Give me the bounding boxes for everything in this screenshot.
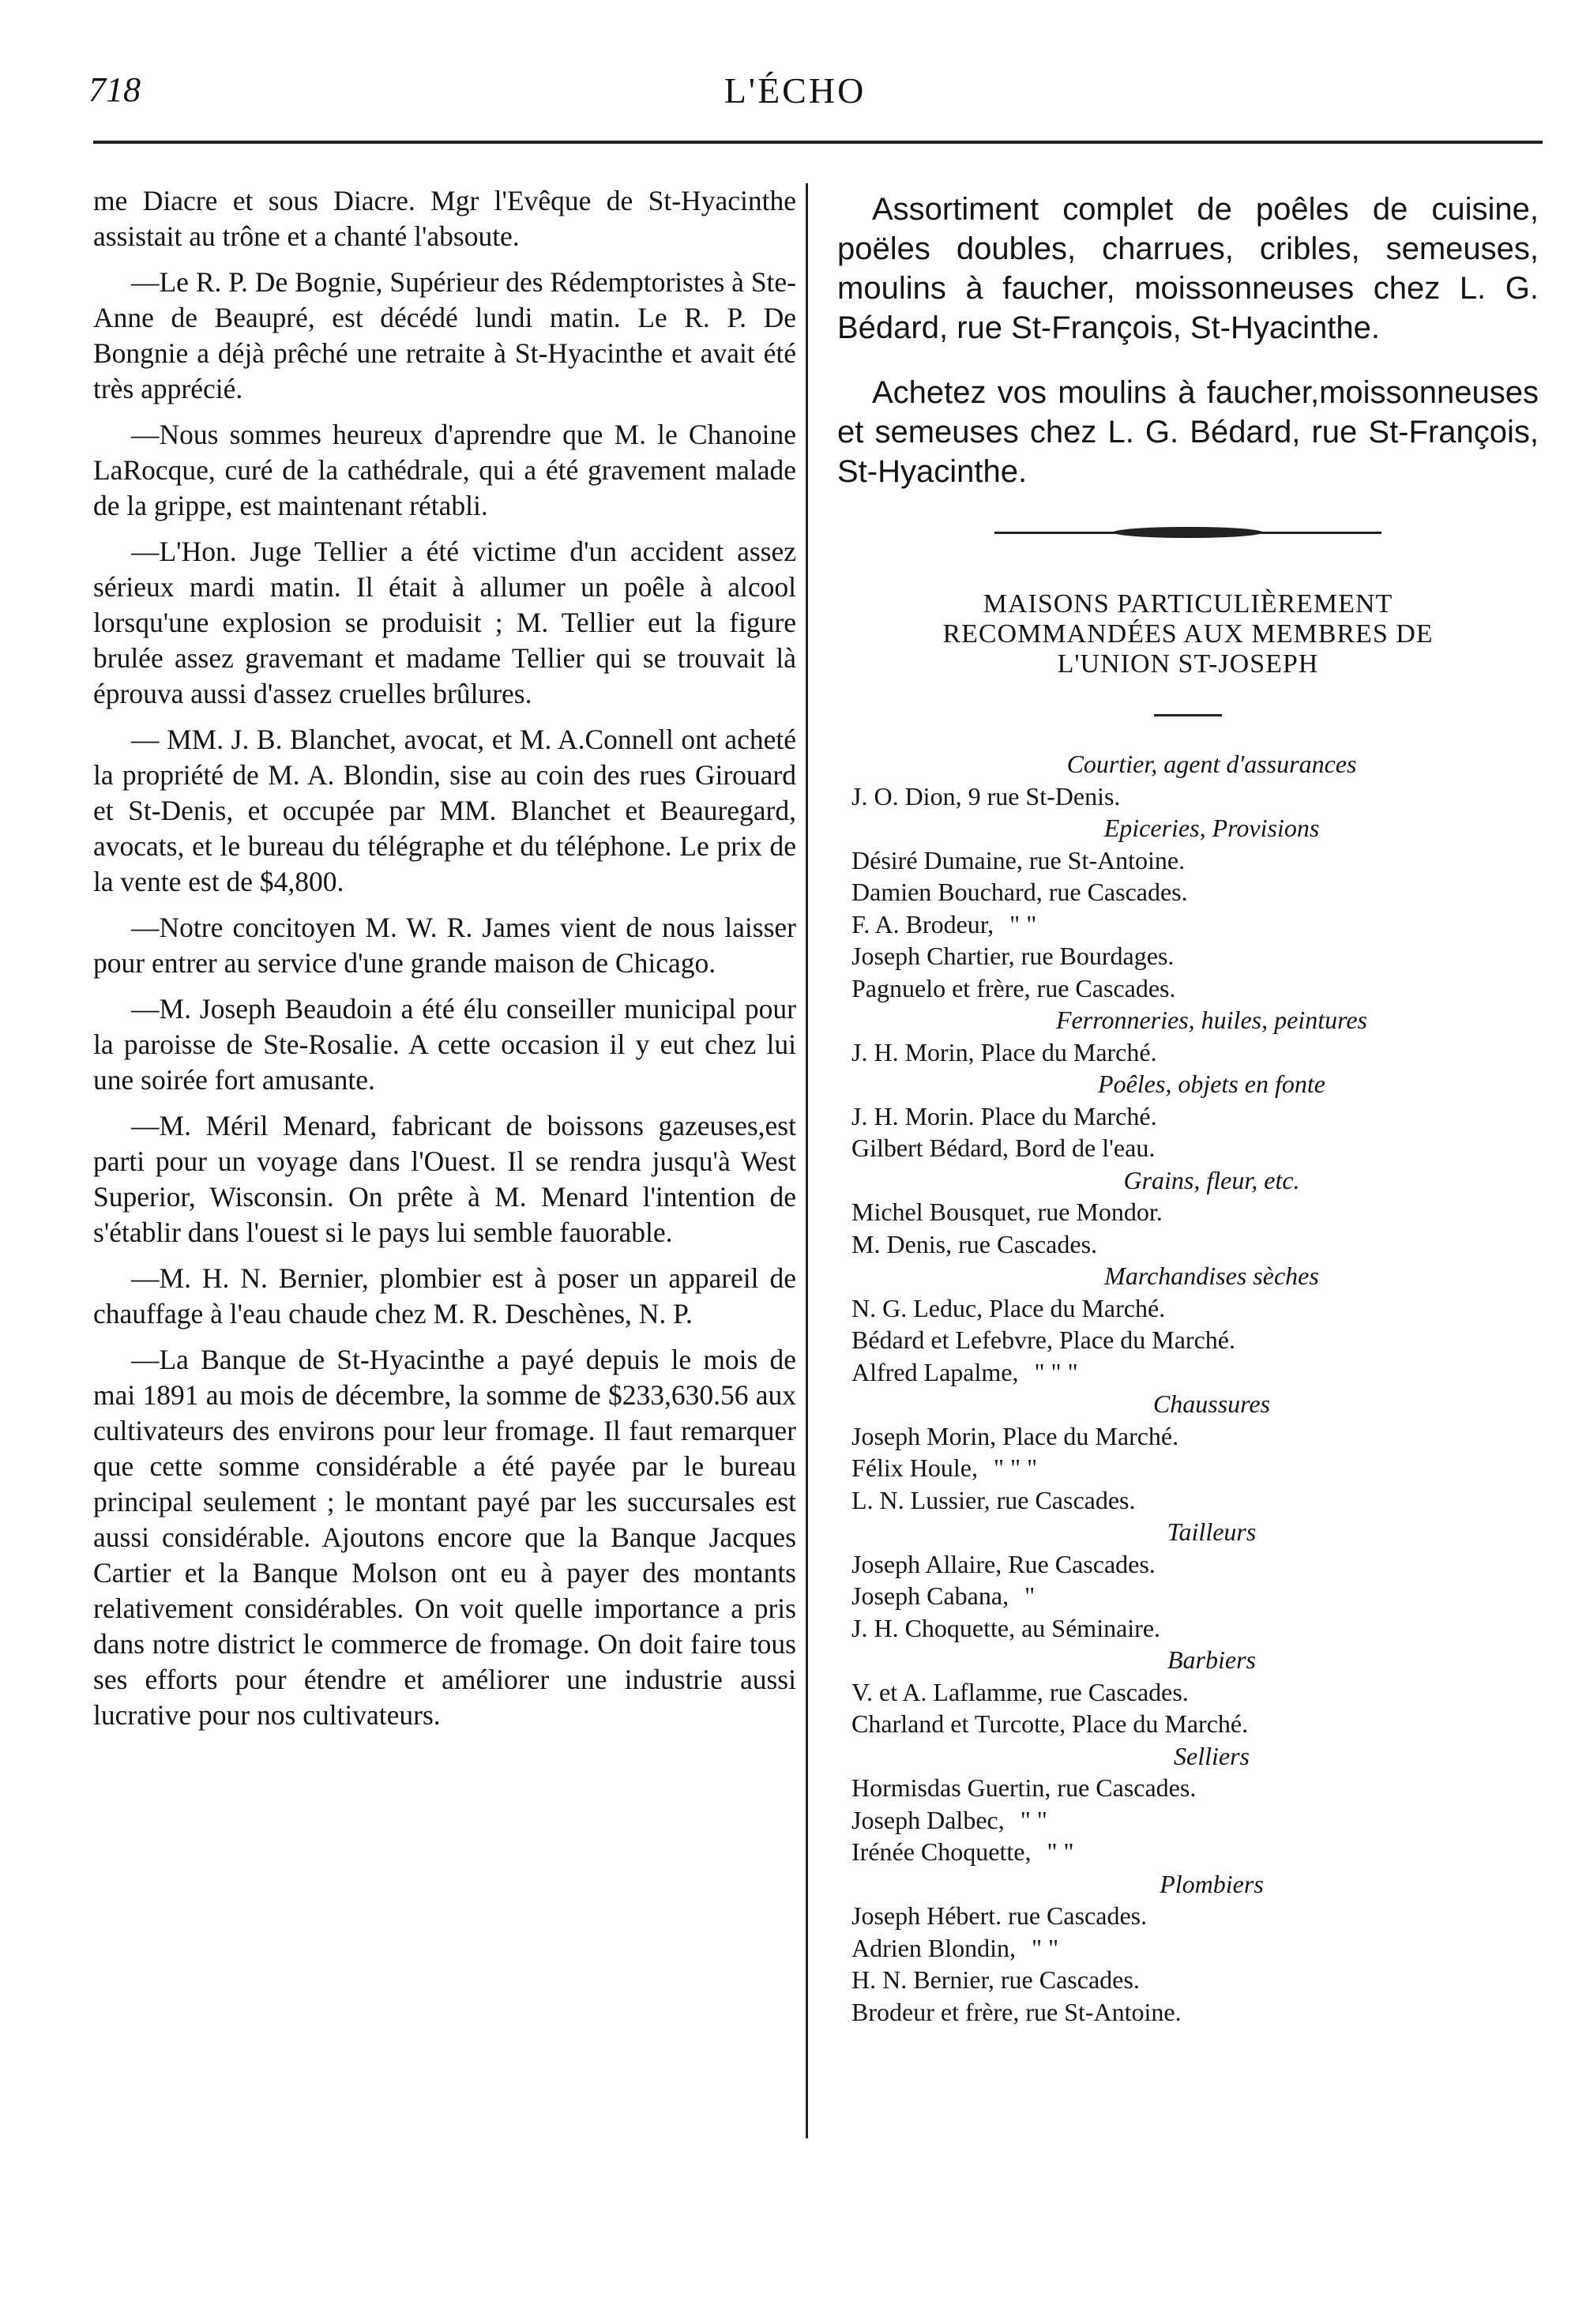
right-column xyxy=(837,190,1539,2028)
column-divider xyxy=(806,183,808,2138)
heading-line: RECOMMANDÉES AUX MEMBRES DE xyxy=(942,619,1434,649)
entry-name: Michel Bousquet, rue Mondor. xyxy=(851,1198,1163,1226)
directory-entry xyxy=(837,1036,1539,1069)
news-item: — MM. J. B. Blanchet, avocat, et M. A.Connell ont acheté la propriété de M. A. Blondin, sise au coin des rues Girouard et St-Denis, et occupée par MM. Blanchet et Beauregard, avocats, et le bureau du télégraphe et du téléphone. Le prix de la vente est de $4,800. xyxy=(93,724,796,897)
directory-entry xyxy=(837,1356,1539,1389)
entry-name: V. et A. Laflamme, rue Cascades. xyxy=(851,1677,1189,1706)
header-rule xyxy=(93,141,1543,144)
entry-name: Joseph Dalbec, xyxy=(851,1805,1005,1834)
entry-name: Adrien Blondin, xyxy=(851,1933,1016,1962)
directory-entry xyxy=(837,1324,1539,1356)
entry-name: J. H. Morin, Place du Marché. xyxy=(851,1037,1157,1066)
left-column xyxy=(93,183,796,1743)
entry-name: Joseph Allaire, Rue Cascades. xyxy=(851,1549,1156,1578)
ditto-marks: " " xyxy=(1009,909,1037,938)
entry-name: Félix Houle, xyxy=(851,1453,978,1482)
directory-entry xyxy=(837,1292,1539,1325)
directory-entry xyxy=(837,1548,1539,1581)
ditto-marks: " " xyxy=(1031,1933,1059,1962)
directory-entry xyxy=(837,1708,1539,1740)
entry-name: J. H. Choquette, au Séminaire. xyxy=(851,1613,1161,1642)
directory-category: Tailleurs xyxy=(1167,1517,1257,1546)
directory-category: Plombiers xyxy=(1160,1869,1264,1898)
entry-name: Damien Bouchard, rue Cascades. xyxy=(851,878,1188,906)
entry-name: Bédard et Lefebvre, Place du Marché. xyxy=(851,1326,1235,1354)
directory-category: Marchandises sèches xyxy=(1104,1262,1319,1290)
directory-entry xyxy=(837,1484,1539,1517)
entry-name: N. G. Leduc, Place du Marché. xyxy=(851,1293,1166,1322)
directory-category: Poêles, objets en fonte xyxy=(1098,1070,1325,1098)
entry-name: F. A. Brodeur, xyxy=(851,909,994,938)
directory-entry xyxy=(837,972,1539,1005)
ditto-marks: " " xyxy=(1020,1805,1047,1834)
entry-name: Désiré Dumaine, rue St-Antoine. xyxy=(851,845,1186,874)
heading-line: MAISONS PARTICULIÈREMENT xyxy=(983,589,1393,619)
directory-entry xyxy=(837,1132,1539,1164)
directory-entry xyxy=(837,1772,1539,1804)
ditto-marks: " " xyxy=(1047,1837,1074,1866)
directory-entry xyxy=(837,940,1539,972)
directory-category: Ferronneries, huiles, peintures xyxy=(1055,1006,1367,1034)
running-head: L'ÉCHO xyxy=(724,70,866,111)
entry-name: Hormisdas Guertin, rue Cascades. xyxy=(851,1773,1197,1802)
directory-category: Grains, fleur, etc. xyxy=(1123,1165,1300,1194)
entry-name: M. Denis, rue Cascades. xyxy=(851,1229,1098,1258)
directory-category: Epiceries, Provisions xyxy=(1103,814,1320,842)
page-number: 718 xyxy=(88,70,141,109)
news-item: —M. Méril Menard, fabricant de boissons gazeuses,est parti pour un voyage dans l'Ouest. Il se rendra jusqu'à West Superior, Wisconsin. On prête à M. Menard l'intention de s'établir dans l'ouest si le pays lui semble fauorable. xyxy=(93,1110,796,1248)
directory-entry xyxy=(837,1580,1539,1612)
directory-entry xyxy=(837,1228,1539,1261)
heading-line: L'UNION ST-JOSEPH xyxy=(1057,649,1319,679)
directory-entry xyxy=(837,1196,1539,1228)
business-directory xyxy=(837,748,1539,2028)
entry-name: Irénée Choquette, xyxy=(851,1837,1032,1866)
news-item: —Le R. P. De Bognie, Supérieur des Rédemptoristes à Ste-Anne de Beaupré, est décédé lundi matin. Le R. P. De Bongnie a déjà prêché une retraite à St-Hyacinthe et avait été très apprécié. xyxy=(93,266,796,404)
ornamental-divider xyxy=(994,526,1381,539)
ditto-marks: " " " xyxy=(1034,1357,1078,1386)
short-rule xyxy=(1154,714,1222,716)
directory-entry xyxy=(837,1996,1539,2029)
news-item: —Nous sommes heureux d'aprendre que M. le Chanoine LaRocque, curé de la cathédrale, qui a été gravement malade de la grippe, est maintenant rétabli. xyxy=(93,419,796,521)
ditto-marks: " xyxy=(1024,1581,1036,1610)
directory-category: Chaussures xyxy=(1152,1390,1271,1418)
ditto-marks: " " " xyxy=(993,1453,1038,1482)
directory-entry xyxy=(837,1836,1539,1868)
news-item: —La Banque de St-Hyacinthe a payé depuis le mois de mai 1891 au mois de décembre, la somme de $233,630.56 aux cultivateurs des environs pour leur fromage. Il faut remarquer que cette somme considérable a été payée par le bureau principal seulement ; le montant payé par les succursales est aussi considérable. Ajoutons encore que la Banque Jacques Cartier et la Banque Molson ont eu à payer des montants relativement considérables. On voit quelle importance a pris dans notre district le commerce de fromage. On doit faire tous ses efforts pour étendre et améliorer une industrie aussi lucrative pour nos cultivateurs. xyxy=(93,1344,796,1731)
advertisement-mowers: Achetez vos moulins à faucher,moissonneuses et semeuses chez L. G. Bédard, rue St-François, St-Hyacinthe. xyxy=(837,375,1539,489)
ornament-flourish xyxy=(1113,527,1263,538)
directory-entry xyxy=(837,1100,1539,1133)
news-item: —L'Hon. Juge Tellier a été victime d'un accident assez sérieux mardi matin. Il était à allumer un poêle à alcool lorsqu'une explosion se produisit ; M. Tellier eut la figure brulée assez gravemant et madame Tellier qui se trouvait là éprouva aussi d'assez cruelles brûlures. xyxy=(93,536,796,709)
entry-name: H. N. Bernier, rue Cascades. xyxy=(851,1965,1140,1994)
news-item: —M. H. N. Bernier, plombier est à poser un appareil de chauffage à l'eau chaude chez M. R. Deschènes, N. P. xyxy=(93,1262,796,1329)
entry-name: J. O. Dion, 9 rue St-Denis. xyxy=(851,781,1121,810)
directory-entry xyxy=(837,1612,1539,1645)
directory-entry xyxy=(837,844,1539,877)
directory-entry xyxy=(837,1900,1539,1932)
entry-name: Joseph Morin, Place du Marché. xyxy=(851,1421,1179,1450)
directory-entry xyxy=(837,876,1539,908)
directory-entry xyxy=(837,1932,1539,1965)
directory-entry xyxy=(837,780,1539,813)
news-item: —M. Joseph Beaudoin a été élu conseiller municipal pour la paroisse de Ste-Rosalie. A cette occasion il y eut chez lui une soirée fort amusante. xyxy=(93,993,796,1096)
directory-heading xyxy=(837,589,1539,679)
directory-entry xyxy=(837,1804,1539,1837)
entry-name: L. N. Lussier, rue Cascades. xyxy=(851,1485,1136,1514)
entry-name: Charland et Turcotte, Place du Marché. xyxy=(851,1709,1249,1738)
directory-entry xyxy=(837,908,1539,941)
entry-name: J. H. Morin. Place du Marché. xyxy=(851,1101,1157,1130)
directory-category: Selliers xyxy=(1174,1741,1250,1770)
entry-name: Joseph Hébert. rue Cascades. xyxy=(851,1901,1148,1930)
entry-name: Joseph Cabana, xyxy=(851,1581,1009,1610)
entry-name: Brodeur et frère, rue St-Antoine. xyxy=(851,1997,1182,2026)
directory-category: Courtier, agent d'assurances xyxy=(1066,750,1357,778)
entry-name: Gilbert Bédard, Bord de l'eau. xyxy=(851,1134,1156,1162)
directory-entry xyxy=(837,1420,1539,1453)
directory-entry xyxy=(837,1964,1539,1996)
directory-entry xyxy=(837,1676,1539,1709)
entry-name: Joseph Chartier, rue Bourdages. xyxy=(851,942,1175,970)
news-item: —Notre concitoyen M. W. R. James vient de nous laisser pour entrer au service d'une grande maison de Chicago. xyxy=(93,912,796,979)
news-item: me Diacre et sous Diacre. Mgr l'Evêque de St-Hyacinthe assistait au trône et a chanté l'absoute. xyxy=(93,185,796,252)
directory-category: Barbiers xyxy=(1167,1645,1256,1674)
directory-entry xyxy=(837,1452,1539,1484)
entry-name: Pagnuelo et frère, rue Cascades. xyxy=(851,973,1176,1002)
entry-name: Alfred Lapalme, xyxy=(851,1357,1019,1386)
advertisement-stoves: Assortiment complet de poêles de cuisine, poëles doubles, charrues, cribles, semeuses, moulins à faucher, moissonneuses chez L. G. Bédard, rue St-François, St-Hyacinthe. xyxy=(837,192,1539,345)
